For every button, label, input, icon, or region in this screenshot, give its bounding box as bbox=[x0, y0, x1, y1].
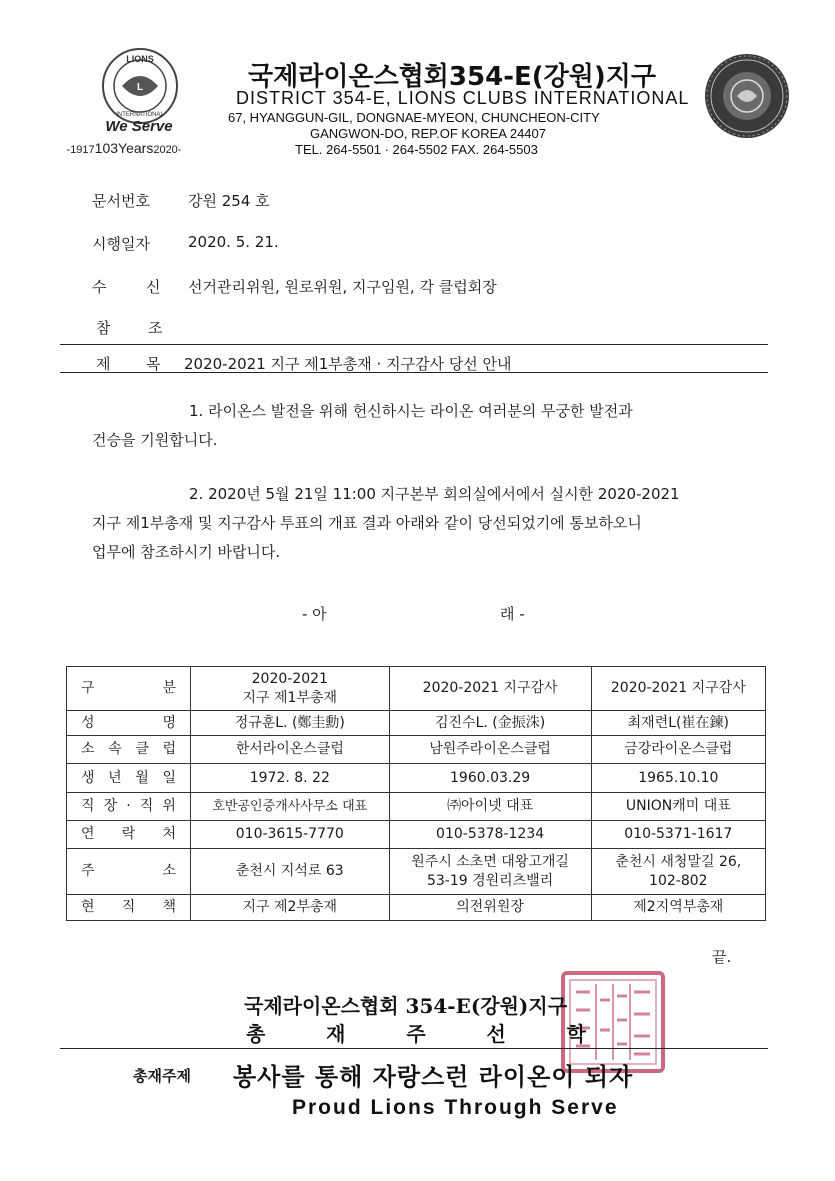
table-cell: 남원주라이온스클럽 bbox=[389, 736, 591, 764]
address-line-2: GANGWON-DO, REP.OF KOREA 24407 bbox=[310, 126, 546, 141]
table-row bbox=[67, 736, 766, 764]
recipient-label-a: 수 bbox=[92, 278, 107, 296]
issue-date-row bbox=[92, 233, 692, 255]
row-label-char: 속 bbox=[108, 741, 122, 757]
row-label-char: 처 bbox=[162, 826, 176, 842]
column-header-auditor-2 bbox=[591, 667, 765, 711]
row-label-char: 락 bbox=[121, 826, 136, 842]
row-label-char: 직 bbox=[121, 899, 136, 915]
row-label-char: 년 bbox=[108, 769, 122, 786]
row-label-char: 소 bbox=[81, 741, 95, 757]
table-row bbox=[67, 849, 766, 895]
row-label-char: 주 bbox=[81, 863, 95, 879]
row-label-char: 성 bbox=[81, 714, 95, 731]
footer-divider bbox=[60, 1048, 768, 1049]
table-cell bbox=[191, 849, 390, 895]
row-label-char: 일 bbox=[162, 769, 176, 786]
cell-line: 102-802 bbox=[649, 872, 708, 889]
signature-title-char: 선 bbox=[486, 1022, 506, 1046]
paragraph-2-line-2: 지구 제1부총재 및 지구감사 투표의 개표 결과 아래와 같이 당선되었기에 통보하오니 bbox=[92, 514, 642, 532]
table-row bbox=[67, 711, 766, 736]
row-label-char: 럽 bbox=[162, 741, 176, 757]
header-divider-top bbox=[60, 344, 768, 345]
years-banner bbox=[44, 140, 204, 156]
issue-date-label: 시행일자 bbox=[92, 235, 150, 253]
org-name-en: DISTRICT 354-E, LIONS CLUBS INTERNATIONAL bbox=[236, 88, 690, 108]
logo-text-top: LIONS bbox=[126, 54, 154, 64]
table-cell: 010-3615-7770 bbox=[191, 821, 390, 849]
logo-text-bottom: INTERNATIONAL bbox=[116, 112, 164, 118]
table-header-label-char: 구 bbox=[81, 680, 95, 696]
row-label-char: 장 bbox=[103, 798, 118, 814]
paragraph-2-line-1: 2. 2020년 5월 21일 11:00 지구본부 회의실에서에서 실시한 2020-2021 bbox=[189, 485, 680, 503]
below-heading-left: - 아 bbox=[302, 605, 327, 623]
row-label-club bbox=[67, 736, 191, 764]
address-line-1: 67, HYANGGUN-GIL, DONGNAE-MYEON, CHUNCHEON-CITY bbox=[228, 110, 600, 125]
row-label-char: 직 bbox=[81, 798, 95, 814]
issue-date-value: 2020. 5. 21. bbox=[188, 233, 279, 251]
column-header-line: 지구 제1부총재 bbox=[242, 689, 338, 706]
table-cell bbox=[591, 849, 765, 895]
table-cell: 한서라이온스클럽 bbox=[191, 736, 390, 764]
row-label-char: · bbox=[126, 798, 131, 814]
table-cell: 1965.10.10 bbox=[591, 764, 765, 793]
column-header-line: 2020-2021 bbox=[251, 670, 328, 687]
table-cell: 최재련L(崔在鍊) bbox=[591, 711, 765, 736]
subject-label-a: 제 bbox=[96, 355, 111, 373]
table-cell: UNION캐미 대표 bbox=[591, 793, 765, 821]
table-cell: 정규훈L. (鄭圭勳) bbox=[191, 711, 390, 736]
cell-line: 53-19 경원리츠밸리 bbox=[426, 872, 554, 889]
years-prefix: -1917 bbox=[66, 144, 95, 156]
table-cell: 010-5371-1617 bbox=[591, 821, 765, 849]
table-row bbox=[67, 764, 766, 793]
slogan-korean: 봉사를 통해 자랑스런 라이온이 되자 bbox=[233, 1063, 634, 1091]
paragraph-1-line-2: 건승을 기원합니다. bbox=[92, 431, 218, 449]
table-cell: 제2지역부총재 bbox=[591, 895, 765, 921]
table-header-row bbox=[67, 667, 766, 711]
row-label-char: 위 bbox=[162, 798, 176, 814]
contact-numbers: TEL. 264-5501 · 264-5502 FAX. 264-5503 bbox=[295, 142, 538, 157]
table-cell: 010-5378-1234 bbox=[389, 821, 591, 849]
table-row bbox=[67, 793, 766, 821]
signature-title bbox=[246, 1018, 586, 1047]
signature-organization: 국제라이온스협회 354-E(강원)지구 bbox=[244, 994, 568, 1018]
paragraph-1-line-1: 1. 라이온스 발전을 위해 헌신하시는 라이온 여러분의 무궁한 발전과 bbox=[189, 402, 633, 420]
svg-text:L: L bbox=[136, 82, 144, 93]
table-cell: ㈜아이넷 대표 bbox=[389, 793, 591, 821]
district-seal-emblem-icon bbox=[703, 52, 791, 140]
row-label-position bbox=[67, 895, 191, 921]
doc-number-row bbox=[92, 190, 692, 212]
recipient-value: 선거관리위원, 원로위원, 지구임원, 각 클럽회장 bbox=[188, 278, 497, 296]
row-label-char: 책 bbox=[162, 899, 176, 915]
table-cell: 1960.03.29 bbox=[389, 764, 591, 793]
org-name-kr: 국제라이온스협회354-E(강원)지구 bbox=[248, 62, 656, 92]
signature-title-char: 총 bbox=[246, 1022, 266, 1046]
cell-line: 춘천시 지석로 63 bbox=[235, 863, 344, 879]
table-cell: 호반공인중개사사무소 대표 bbox=[191, 793, 390, 821]
recipient-label-b: 신 bbox=[146, 278, 161, 296]
column-header-line: 2020-2021 지구감사 bbox=[610, 680, 746, 696]
paragraph-2-line-3: 업무에 참조하시기 바랍니다. bbox=[92, 543, 281, 561]
reference-row bbox=[96, 317, 296, 339]
signature-title-char: 재 bbox=[326, 1022, 346, 1046]
row-label-name bbox=[67, 711, 191, 736]
row-label-char: 소 bbox=[162, 863, 176, 879]
table-cell: 1972. 8. 22 bbox=[191, 764, 390, 793]
years-main: 103Years bbox=[94, 140, 154, 156]
table-cell: 김진수L. (金振洙) bbox=[389, 711, 591, 736]
doc-number-value: 강원 254 호 bbox=[188, 192, 270, 210]
row-label-char: 생 bbox=[81, 769, 95, 786]
subject-label-b: 목 bbox=[146, 355, 161, 373]
election-result-table bbox=[66, 666, 766, 921]
row-label-occupation bbox=[67, 793, 191, 821]
years-suffix: 2020- bbox=[153, 144, 182, 156]
column-header-auditor-1 bbox=[389, 667, 591, 711]
column-header-vice-governor bbox=[191, 667, 390, 711]
reference-label-a: 참 bbox=[96, 319, 111, 337]
table-cell bbox=[389, 849, 591, 895]
reference-label-b: 조 bbox=[148, 319, 163, 337]
signature-title-char: 학 bbox=[566, 1022, 586, 1046]
end-mark: 끝. bbox=[712, 948, 732, 966]
column-header-line: 2020-2021 지구감사 bbox=[422, 680, 558, 696]
row-label-birthdate bbox=[67, 764, 191, 793]
recipient-row bbox=[92, 276, 742, 298]
row-label-char: 직 bbox=[139, 798, 154, 814]
subject-value: 2020-2021 지구 제1부총재 · 지구감사 당선 안내 bbox=[184, 355, 512, 373]
below-heading-right: 래 - bbox=[500, 605, 525, 623]
row-label-contact bbox=[67, 821, 191, 849]
table-row bbox=[67, 821, 766, 849]
header-divider-bottom bbox=[60, 372, 768, 373]
table-cell: 의전위원장 bbox=[389, 895, 591, 921]
cell-line: 춘천시 새청말길 26, bbox=[615, 853, 742, 870]
row-label-char: 클 bbox=[135, 741, 149, 757]
row-label-char: 명 bbox=[162, 714, 176, 731]
slogan-english: Proud Lions Through Serve bbox=[292, 1096, 619, 1119]
row-label-address bbox=[67, 849, 191, 895]
table-cell: 지구 제2부총재 bbox=[191, 895, 390, 921]
table-header-label-char: 분 bbox=[162, 680, 176, 696]
row-label-char: 월 bbox=[135, 769, 149, 786]
table-header-label bbox=[67, 667, 191, 711]
row-label-char: 현 bbox=[81, 899, 95, 915]
row-label-char: 연 bbox=[81, 826, 95, 842]
slogan-prefix: 총재주제 bbox=[133, 1067, 191, 1085]
doc-number-label: 문서번호 bbox=[92, 192, 150, 210]
table-row bbox=[67, 895, 766, 921]
motto: We Serve bbox=[105, 118, 173, 135]
table-cell: 금강라이온스클럽 bbox=[591, 736, 765, 764]
signature-title-char: 주 bbox=[406, 1022, 426, 1046]
cell-line: 원주시 소초면 대왕고개길 bbox=[411, 853, 569, 870]
